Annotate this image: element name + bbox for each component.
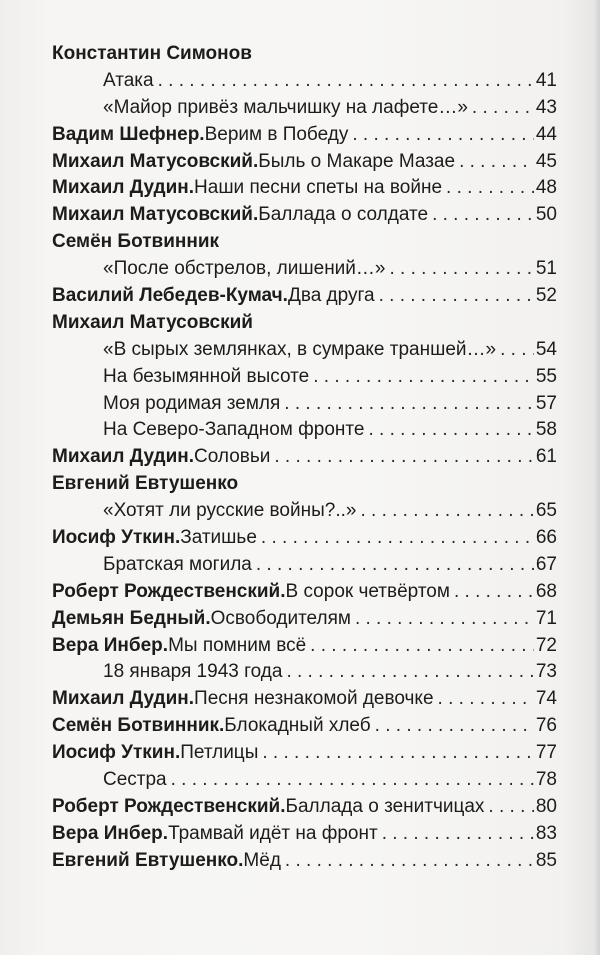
toc-work-title: Два друга (287, 285, 375, 307)
toc-entry (52, 68, 557, 95)
toc-dot-leader (375, 713, 534, 740)
toc-dot-leader (284, 391, 534, 418)
toc-dot-leader (310, 633, 534, 660)
toc-page-number: 78 (535, 769, 557, 791)
toc-author: Вадим Шефнер. (52, 123, 205, 145)
toc-entry (52, 202, 557, 229)
table-of-contents (52, 41, 557, 875)
toc-author-heading (52, 310, 557, 337)
toc-page-number: 65 (535, 500, 557, 522)
toc-entry (52, 848, 557, 875)
toc-page-number: 43 (535, 96, 557, 118)
toc-page-number: 74 (535, 688, 557, 710)
toc-author: Вера Инбер. (52, 822, 169, 844)
toc-work-title: Освободителям (210, 607, 351, 629)
toc-dot-leader (459, 149, 534, 176)
toc-work-title: «Хотят ли русские войны?..» (103, 500, 357, 522)
toc-entry (52, 95, 557, 122)
toc-entry (52, 740, 557, 767)
toc-dot-leader (285, 848, 534, 875)
toc-work-title: Баллада о зенитчицах (285, 795, 485, 817)
toc-work-title: Атака (103, 69, 154, 91)
toc-author: Василий Лебедев-Кумач. (52, 285, 288, 307)
toc-entry (52, 821, 557, 848)
toc-dot-leader (446, 175, 534, 202)
toc-entry (52, 364, 557, 391)
toc-page-number: 67 (535, 553, 557, 575)
toc-author: Михаил Дудин. (52, 688, 195, 710)
toc-page-number: 52 (535, 285, 557, 307)
toc-author: Семён Ботвинник. (52, 715, 225, 737)
toc-author: Роберт Рождественский. (52, 580, 286, 602)
toc-page-number: 54 (535, 338, 557, 360)
toc-page-number: 80 (535, 795, 557, 817)
toc-entry (52, 552, 557, 579)
toc-work-title: Затишье (180, 527, 257, 549)
toc-author: Семён Ботвинник (52, 231, 220, 253)
toc-page-number: 50 (535, 204, 557, 226)
toc-work-title: Наши песни спеты на войне (194, 177, 443, 199)
toc-entry (52, 122, 557, 149)
toc-author: Евгений Евтушенко (52, 473, 239, 495)
toc-work-title: Братская могила (103, 553, 252, 575)
toc-work-title: Сестра (103, 769, 167, 791)
toc-entry (52, 256, 557, 283)
toc-dot-leader (352, 122, 534, 149)
toc-author: Иосиф Уткин. (52, 742, 181, 764)
toc-dot-leader (432, 202, 534, 229)
toc-dot-leader (274, 444, 533, 471)
toc-work-title: Соловьи (194, 446, 271, 468)
toc-work-title: В сорок четвёртом (285, 580, 450, 602)
toc-dot-leader (488, 794, 533, 821)
toc-entry (52, 633, 557, 660)
toc-page-number: 68 (535, 580, 557, 602)
toc-entry (52, 686, 557, 713)
toc-work-title: Мы помним всё (168, 634, 307, 656)
toc-entry (52, 606, 557, 633)
toc-page-number: 71 (535, 607, 557, 629)
toc-author-heading (52, 471, 557, 498)
toc-dot-leader (368, 417, 533, 444)
toc-dot-leader (256, 552, 534, 579)
toc-author: Константин Симонов (52, 43, 252, 64)
toc-page-number: 44 (535, 123, 557, 145)
toc-dot-leader (286, 659, 533, 686)
toc-entry (52, 175, 557, 202)
toc-work-title: Баллада о солдате (258, 204, 429, 226)
toc-dot-leader (360, 498, 533, 525)
toc-page-number: 85 (535, 849, 557, 871)
toc-entry (52, 713, 557, 740)
toc-author: Вера Инбер. (52, 634, 169, 656)
toc-entry (52, 337, 557, 364)
toc-page-number: 83 (535, 822, 557, 844)
toc-work-title: «После обстрелов, лишений…» (103, 258, 386, 280)
toc-author: Евгений Евтушенко. (52, 849, 244, 871)
toc-dot-leader (438, 686, 534, 713)
toc-entry (52, 283, 557, 310)
toc-work-title: Песня незнакомой девочке (194, 688, 434, 710)
toc-page-number: 51 (535, 258, 557, 280)
toc-dot-leader (500, 337, 534, 364)
toc-author: Михаил Матусовский. (52, 204, 259, 226)
toc-dot-leader (313, 364, 534, 391)
toc-page-number: 55 (535, 365, 557, 387)
toc-entry (52, 659, 557, 686)
toc-page-number: 48 (535, 177, 557, 199)
toc-entry (52, 525, 557, 552)
toc-author: Михаил Дудин. (52, 446, 195, 468)
toc-page-number: 66 (535, 527, 557, 549)
toc-page-number: 77 (535, 742, 557, 764)
toc-work-title: На безымянной высоте (103, 365, 310, 387)
toc-entry (52, 444, 557, 471)
toc-work-title: Петлицы (180, 742, 259, 764)
toc-page-number: 41 (535, 69, 557, 91)
toc-entry (52, 794, 557, 821)
toc-entry (52, 417, 557, 444)
toc-dot-leader (355, 606, 534, 633)
page-edge-shadow (594, 0, 600, 955)
toc-entry (52, 767, 557, 794)
toc-dot-leader (261, 525, 534, 552)
toc-author-heading (52, 41, 557, 68)
toc-work-title: На Северо-Западном фронте (103, 419, 365, 441)
toc-author: Михаил Матусовский. (52, 150, 259, 172)
toc-dot-leader (262, 740, 534, 767)
toc-work-title: «Майор привёз мальчишку на лафете…» (103, 96, 468, 118)
toc-page-number: 57 (535, 392, 557, 414)
toc-page-number: 58 (535, 419, 557, 441)
toc-work-title: «В сырых землянках, в сумраке траншей…» (103, 338, 497, 360)
toc-author-heading (52, 229, 557, 256)
toc-dot-leader (472, 95, 534, 122)
toc-author: Демьян Бедный. (52, 607, 211, 629)
toc-dot-leader (171, 767, 534, 794)
toc-work-title: Блокадный хлеб (224, 715, 371, 737)
toc-dot-leader (379, 283, 534, 310)
toc-page-number: 61 (535, 446, 557, 468)
toc-entry (52, 498, 557, 525)
toc-page-number: 73 (535, 661, 557, 683)
toc-page-number: 72 (535, 634, 557, 656)
toc-work-title: Верим в Победу (204, 123, 349, 145)
toc-dot-leader (389, 256, 533, 283)
toc-entry (52, 149, 557, 176)
toc-page-number: 45 (535, 150, 557, 172)
toc-dot-leader (454, 579, 534, 606)
toc-dot-leader (158, 68, 534, 95)
toc-author: Роберт Рождественский. (52, 795, 286, 817)
toc-author: Михаил Дудин. (52, 177, 195, 199)
toc-work-title: Моя родимая земля (103, 392, 281, 414)
toc-work-title: Быль о Макаре Мазае (258, 150, 456, 172)
toc-entry (52, 391, 557, 418)
toc-entry (52, 579, 557, 606)
toc-author: Иосиф Уткин. (52, 527, 181, 549)
toc-page-number: 76 (535, 715, 557, 737)
toc-work-title: Трамвай идёт на фронт (168, 822, 378, 844)
toc-author: Михаил Матусовский (52, 311, 253, 333)
toc-work-title: Мёд (243, 849, 281, 871)
toc-dot-leader (382, 821, 534, 848)
toc-work-title: 18 января 1943 года (103, 661, 283, 683)
